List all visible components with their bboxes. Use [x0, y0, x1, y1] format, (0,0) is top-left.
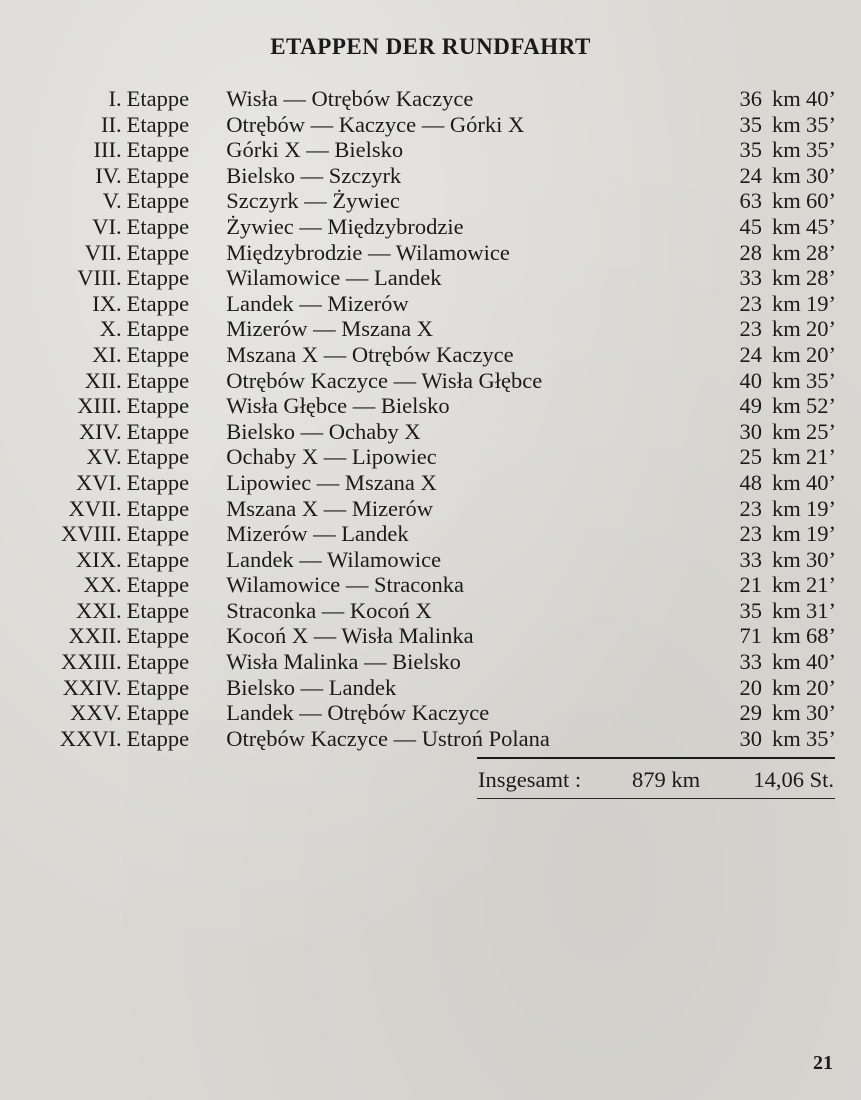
stage-distance: 35 [739, 137, 763, 163]
stage-row [30, 675, 836, 701]
stage-word: Etappe [126, 469, 190, 495]
stage-route: Mizerów — Landek [226, 521, 409, 547]
stage-route: Mszana X — Mizerów [226, 495, 434, 521]
page-title: ETAPPEN DER RUNDFAHRT [270, 34, 591, 59]
stage-number: XVI. [76, 469, 122, 495]
stage-distance: 35 [739, 597, 763, 623]
stage-word: Etappe [126, 290, 190, 316]
stage-word: Etappe [126, 495, 190, 521]
stage-number: III. [93, 137, 122, 163]
stage-time: 20’ [806, 316, 836, 342]
stage-route: Bielsko — Szczyrk [226, 162, 402, 188]
stage-word: Etappe [126, 86, 190, 111]
stage-row [30, 163, 836, 189]
stage-row [30, 368, 836, 394]
stage-time: 21’ [806, 572, 836, 598]
stage-route: Mszana X — Otrębów Kaczyce [226, 341, 514, 367]
stage-route: Landek — Wilamowice [226, 546, 442, 572]
stage-number: I. [108, 86, 122, 111]
stage-distance-unit: km [772, 444, 801, 470]
stage-number: XX. [83, 572, 122, 598]
stage-distance: 30 [739, 418, 763, 444]
stage-number: XVIII. [61, 521, 122, 547]
stage-word: Etappe [126, 444, 190, 470]
stage-time: 28’ [806, 239, 836, 265]
stage-word: Etappe [126, 111, 190, 137]
stage-distance-unit: km [772, 341, 801, 367]
stage-time: 45’ [806, 213, 836, 239]
stage-route: Wisła Malinka — Bielsko [226, 649, 461, 675]
stage-route: Bielsko — Ochaby X [226, 418, 421, 444]
stage-row [30, 700, 836, 726]
stage-row [30, 137, 836, 163]
stage-route: Wisła Głębce — Bielsko [226, 393, 450, 419]
stage-distance: 40 [739, 367, 763, 393]
stage-number: XXIII. [61, 649, 122, 675]
stage-row [30, 265, 836, 291]
stage-number: XIII. [77, 393, 122, 419]
stage-time: 30’ [806, 700, 836, 726]
total-underline [477, 798, 835, 799]
stage-time: 19’ [806, 290, 836, 316]
stage-number: IV. [95, 162, 122, 188]
stage-distance-unit: km [772, 418, 801, 444]
stage-time: 28’ [806, 265, 836, 291]
total-row [478, 766, 834, 794]
stage-route: Wilamowice — Landek [226, 265, 442, 291]
stage-route: Wisła — Otrębów Kaczyce [226, 86, 474, 111]
stage-route: Landek — Mizerów [226, 290, 409, 316]
stage-time: 35’ [806, 111, 836, 137]
stage-route: Górki X — Bielsko [226, 137, 404, 163]
stage-number: XXV. [70, 700, 122, 726]
stage-route: Ochaby X — Lipowiec [226, 444, 437, 470]
stage-time: 19’ [806, 495, 836, 521]
stage-distance: 45 [739, 213, 763, 239]
total-time: 14,06 St. [753, 767, 834, 792]
stage-number: V. [102, 188, 122, 214]
stage-word: Etappe [126, 597, 190, 623]
stage-time: 40’ [806, 86, 836, 111]
stage-distance-unit: km [772, 546, 801, 572]
total-label: Insgesamt : [478, 767, 582, 792]
stage-number: XXVI. [59, 725, 122, 751]
stage-route: Szczyrk — Żywiec [226, 188, 400, 214]
stage-distance-unit: km [772, 137, 801, 163]
stage-distance: 35 [739, 111, 763, 137]
stage-distance-unit: km [772, 188, 801, 214]
stage-route: Mizerów — Mszana X [226, 316, 434, 342]
stage-distance-unit: km [772, 725, 801, 751]
stage-number: XXIV. [62, 674, 122, 700]
stage-word: Etappe [126, 367, 190, 393]
stage-distance-unit: km [772, 316, 801, 342]
stage-row [30, 649, 836, 675]
stage-time: 30’ [806, 546, 836, 572]
stage-route: Lipowiec — Mszana X [226, 469, 437, 495]
stage-distance-unit: km [772, 674, 801, 700]
stage-number: VI. [92, 213, 122, 239]
stage-route: Otrębów Kaczyce — Ustroń Polana [226, 725, 550, 751]
stage-route: Kocoń X — Wisła Malinka [226, 623, 474, 649]
stage-row [30, 521, 836, 547]
stage-distance-unit: km [772, 290, 801, 316]
stage-word: Etappe [126, 623, 190, 649]
stage-time: 40’ [806, 649, 836, 675]
stage-distance-unit: km [772, 623, 801, 649]
stage-distance: 23 [739, 290, 763, 316]
total-distance: 879 km [632, 767, 701, 792]
stage-distance-unit: km [772, 213, 801, 239]
stage-word: Etappe [126, 674, 190, 700]
stage-distance: 23 [739, 521, 763, 547]
stage-word: Etappe [126, 162, 190, 188]
page-number: 21 [813, 1052, 833, 1074]
stage-time: 52’ [806, 393, 836, 419]
stage-distance-unit: km [772, 700, 801, 726]
stage-distance-unit: km [772, 162, 801, 188]
stage-distance: 33 [739, 649, 763, 675]
stage-word: Etappe [126, 700, 190, 726]
stage-number: XI. [92, 341, 122, 367]
stage-distance-unit: km [772, 239, 801, 265]
stage-row [30, 393, 836, 419]
stage-distance-unit: km [772, 265, 801, 291]
stage-row [30, 214, 836, 240]
stage-time: 40’ [806, 469, 836, 495]
stage-distance: 33 [739, 265, 763, 291]
stage-time: 20’ [806, 674, 836, 700]
stage-word: Etappe [126, 649, 190, 675]
stage-distance-unit: km [772, 597, 801, 623]
stage-row [30, 291, 836, 317]
stage-distance: 23 [739, 316, 763, 342]
stage-time: 25’ [806, 418, 836, 444]
stage-word: Etappe [126, 265, 190, 291]
stage-word: Etappe [126, 725, 190, 751]
stage-row [30, 444, 836, 470]
stage-number: II. [101, 111, 122, 137]
stage-word: Etappe [126, 316, 190, 342]
stage-word: Etappe [126, 393, 190, 419]
stage-row [30, 547, 836, 573]
stage-time: 35’ [806, 137, 836, 163]
stage-word: Etappe [126, 572, 190, 598]
stage-word: Etappe [126, 239, 190, 265]
stage-time: 21’ [806, 444, 836, 470]
stage-row [30, 112, 836, 138]
show-through-texture [520, 2, 525, 24]
stage-row [30, 419, 836, 445]
stage-distance-unit: km [772, 111, 801, 137]
stage-distance-unit: km [772, 469, 801, 495]
stage-route: Otrębów Kaczyce — Wisła Głębce [226, 367, 543, 393]
stage-word: Etappe [126, 213, 190, 239]
stage-number: VIII. [77, 265, 122, 291]
stage-number: IX. [92, 290, 122, 316]
stage-distance: 48 [739, 469, 763, 495]
stage-row [30, 316, 836, 342]
stage-distance: 24 [739, 162, 763, 188]
stage-word: Etappe [126, 418, 190, 444]
stage-number: X. [99, 316, 122, 342]
stage-time: 35’ [806, 725, 836, 751]
stage-row [30, 726, 836, 752]
stage-time: 19’ [806, 521, 836, 547]
stage-distance: 63 [739, 188, 763, 214]
stage-distance-unit: km [772, 649, 801, 675]
stage-distance-unit: km [772, 521, 801, 547]
stage-time: 20’ [806, 341, 836, 367]
stage-distance: 36 [739, 86, 763, 111]
stage-route: Otrębów — Kaczyce — Górki X [226, 111, 525, 137]
stage-time: 60’ [806, 188, 836, 214]
stage-row [30, 623, 836, 649]
stage-word: Etappe [126, 546, 190, 572]
stage-row [30, 572, 836, 598]
stage-route: Międzybrodzie — Wilamowice [226, 239, 510, 265]
stage-route: Straconka — Kocoń X [226, 597, 432, 623]
stage-number: XIV. [78, 418, 122, 444]
stage-number: VII. [84, 239, 122, 265]
stage-distance: 49 [739, 393, 763, 419]
stage-number: XIX. [76, 546, 122, 572]
stage-number: XXI. [76, 597, 122, 623]
stage-distance: 25 [739, 444, 763, 470]
stage-word: Etappe [126, 341, 190, 367]
stages-table [30, 86, 836, 751]
stage-row [30, 240, 836, 266]
stage-number: XVII. [68, 495, 122, 521]
stage-number: XV. [86, 444, 122, 470]
stage-row [30, 598, 836, 624]
stage-route: Landek — Otrębów Kaczyce [226, 700, 490, 726]
stage-distance: 33 [739, 546, 763, 572]
total-divider [477, 757, 835, 759]
stage-time: 68’ [806, 623, 836, 649]
stage-distance-unit: km [772, 393, 801, 419]
stage-time: 30’ [806, 162, 836, 188]
stage-distance: 30 [739, 725, 763, 751]
stage-distance: 29 [739, 700, 763, 726]
stage-distance-unit: km [772, 367, 801, 393]
stage-distance-unit: km [772, 572, 801, 598]
stage-distance: 24 [739, 341, 763, 367]
stage-row [30, 86, 836, 112]
stage-distance-unit: km [772, 495, 801, 521]
stage-word: Etappe [126, 137, 190, 163]
stage-word: Etappe [126, 188, 190, 214]
stage-route: Żywiec — Międzybrodzie [226, 213, 464, 239]
stage-distance-unit: km [772, 86, 801, 111]
stage-word: Etappe [126, 521, 190, 547]
stage-number: XXII. [68, 623, 122, 649]
stage-number: XII. [84, 367, 122, 393]
stage-distance: 21 [739, 572, 763, 598]
stage-time: 35’ [806, 367, 836, 393]
stage-route: Wilamowice — Straconka [226, 572, 464, 598]
stage-distance: 23 [739, 495, 763, 521]
stage-row [30, 188, 836, 214]
stage-distance: 28 [739, 239, 763, 265]
stage-time: 31’ [806, 597, 836, 623]
stage-row [30, 470, 836, 496]
stage-distance: 71 [739, 623, 763, 649]
stage-row [30, 496, 836, 522]
stage-row [30, 342, 836, 368]
stage-route: Bielsko — Landek [226, 674, 397, 700]
stage-distance: 20 [739, 674, 763, 700]
